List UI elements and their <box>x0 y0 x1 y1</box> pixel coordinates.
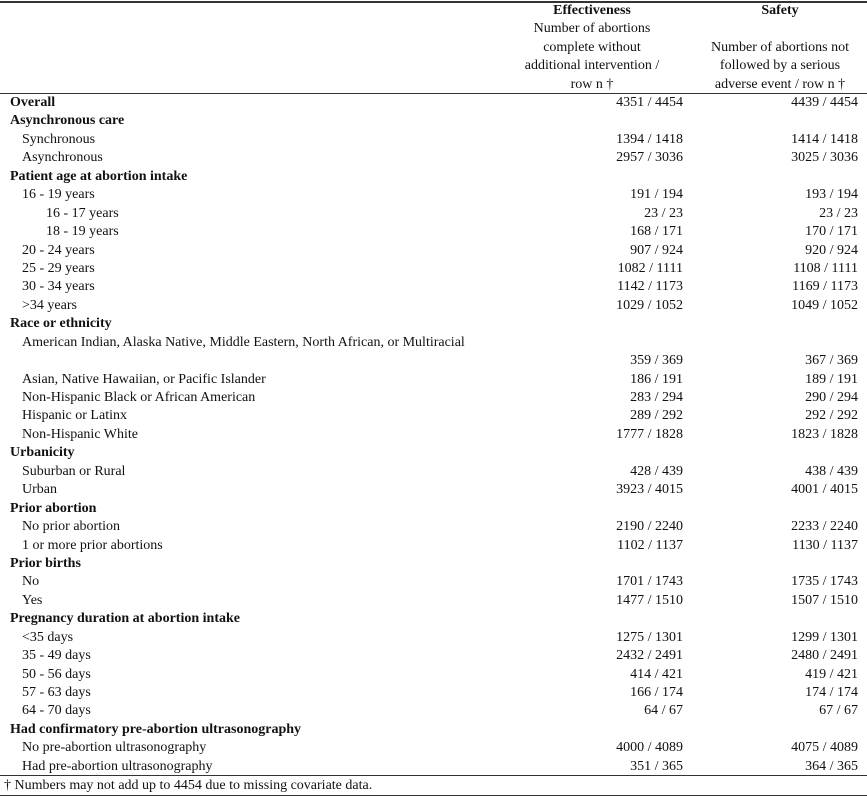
table-row <box>0 702 867 720</box>
table-row <box>0 131 867 149</box>
row-label: 30 - 34 years <box>22 279 95 295</box>
effectiveness-value: 351 / 365 <box>630 758 683 774</box>
safety-value: 174 / 174 <box>805 685 858 701</box>
row-label: Prior births <box>10 555 81 571</box>
row-label: 50 - 56 days <box>22 666 91 682</box>
safety-column-header <box>695 2 865 94</box>
effectiveness-value: 1082 / 1111 <box>617 260 683 276</box>
footnote: † Numbers may not add up to 4454 due to missing covariate data. <box>4 778 373 793</box>
table-row <box>0 518 867 536</box>
effectiveness-value: 428 / 439 <box>630 463 683 479</box>
table-row <box>0 278 867 296</box>
row-label: >34 years <box>22 297 77 313</box>
row-label: No pre-abortion ultrasonography <box>22 740 207 756</box>
effectiveness-value: 4351 / 4454 <box>616 95 683 110</box>
effectiveness-value: 1029 / 1052 <box>616 297 683 313</box>
table-row <box>0 481 867 499</box>
effectiveness-value: 1701 / 1743 <box>616 574 683 590</box>
safety-value: 1299 / 1301 <box>791 629 858 645</box>
safety-title: Safety <box>761 3 799 18</box>
row-label: Non-Hispanic Black or African American <box>22 390 256 406</box>
effectiveness-value: 166 / 174 <box>630 685 683 701</box>
effectiveness-value: 4000 / 4089 <box>616 740 683 756</box>
effectiveness-value: 2957 / 3036 <box>616 150 683 166</box>
effectiveness-value: 1102 / 1137 <box>617 537 683 553</box>
table-row <box>0 407 867 425</box>
table-row <box>0 629 867 647</box>
row-label: Asian, Native Hawaiian, or Pacific Islander <box>22 371 266 387</box>
row-label: Race or ethnicity <box>10 316 112 332</box>
table-body <box>0 94 867 776</box>
row-label: Non-Hispanic White <box>22 426 138 442</box>
row-label: 57 - 63 days <box>22 685 91 701</box>
effectiveness-column-header <box>497 2 687 94</box>
table-row <box>0 426 867 444</box>
safety-subtitle-line: followed by a serious <box>719 58 841 74</box>
row-label: Had confirmatory pre-abortion ultrasonography <box>10 721 302 737</box>
table-section-header <box>0 315 867 333</box>
table-section-header <box>0 94 867 112</box>
safety-value: 4001 / 4015 <box>791 482 858 498</box>
effectiveness-subtitle-line: additional intervention / <box>524 58 660 74</box>
row-label: 20 - 24 years <box>22 242 95 258</box>
table-section-header <box>0 610 867 628</box>
row-label: Prior abortion <box>10 500 97 516</box>
table-section-header <box>0 555 867 573</box>
safety-value: 193 / 194 <box>805 187 858 203</box>
safety-subtitle-line: adverse event / row n † <box>714 76 846 92</box>
effectiveness-subtitle-line: row n † <box>570 76 614 92</box>
row-label: Asynchronous care <box>10 113 125 129</box>
table-row <box>0 260 867 278</box>
safety-value: 2233 / 2240 <box>791 519 858 535</box>
row-label: <35 days <box>22 629 74 645</box>
row-label: No <box>22 574 40 590</box>
effectiveness-value: 2432 / 2491 <box>616 648 683 664</box>
safety-value: 1735 / 1743 <box>791 574 858 590</box>
row-label: Suburban or Rural <box>22 463 126 479</box>
effectiveness-value: 186 / 191 <box>630 371 683 387</box>
table-row <box>0 297 867 315</box>
safety-value: 438 / 439 <box>805 463 858 479</box>
safety-subtitle-spacer <box>695 20 865 38</box>
safety-value: 189 / 191 <box>805 371 858 387</box>
safety-value: 364 / 365 <box>805 758 858 774</box>
effectiveness-value: 1777 / 1828 <box>616 426 683 442</box>
safety-value: 67 / 67 <box>819 703 858 719</box>
effectiveness-value: 3923 / 4015 <box>616 482 683 498</box>
effectiveness-value: 289 / 292 <box>630 408 683 424</box>
effectiveness-title: Effectiveness <box>553 3 631 18</box>
safety-value: 4439 / 4454 <box>791 95 858 110</box>
row-label: 25 - 29 years <box>22 260 95 276</box>
row-label: No prior abortion <box>22 519 120 535</box>
safety-value: 290 / 294 <box>805 390 858 406</box>
row-label: 16 - 17 years <box>46 205 119 221</box>
effectiveness-value: 2190 / 2240 <box>616 519 683 535</box>
table-row <box>0 592 867 610</box>
table-row <box>0 389 867 407</box>
safety-subtitle-line: Number of abortions not <box>710 39 850 55</box>
effectiveness-value: 64 / 67 <box>644 703 683 719</box>
safety-value: 23 / 23 <box>819 205 858 221</box>
effectiveness-value: 23 / 23 <box>644 205 683 221</box>
table-section-header <box>0 112 867 130</box>
safety-value: 1130 / 1137 <box>792 537 858 553</box>
table-row <box>0 537 867 555</box>
safety-value: 1823 / 1828 <box>791 426 858 442</box>
table-row <box>0 371 867 389</box>
row-label: Asynchronous <box>22 150 103 166</box>
row-label: 18 - 19 years <box>46 224 119 240</box>
safety-value: 419 / 421 <box>805 666 858 682</box>
effectiveness-value: 283 / 294 <box>630 390 683 406</box>
row-label: Yes <box>22 592 43 608</box>
effectiveness-subtitle-line: complete without <box>543 39 641 55</box>
row-label: 16 - 19 years <box>22 187 95 203</box>
table-row <box>0 205 867 223</box>
table-section-header <box>0 168 867 186</box>
effectiveness-value: 191 / 194 <box>630 187 683 203</box>
table-row <box>0 647 867 665</box>
safety-value: 1049 / 1052 <box>791 297 858 313</box>
effectiveness-value: 414 / 421 <box>630 666 683 682</box>
table-section-header <box>0 500 867 518</box>
table-row <box>0 739 867 757</box>
table-row <box>0 666 867 684</box>
safety-value: 2480 / 2491 <box>791 648 858 664</box>
row-label: American Indian, Alaska Native, Middle Eastern, North African, or Multiracial <box>22 334 465 350</box>
table-section-header <box>0 721 867 739</box>
table-row <box>0 684 867 702</box>
row-label: Synchronous <box>22 131 96 147</box>
table-row <box>0 573 867 591</box>
safety-value: 1108 / 1111 <box>793 260 858 276</box>
row-label: Urbanicity <box>10 445 75 461</box>
safety-value: 170 / 171 <box>805 224 858 240</box>
safety-value: 292 / 292 <box>805 408 858 424</box>
row-label: 1 or more prior abortions <box>22 537 163 553</box>
table-row <box>0 223 867 241</box>
row-label: Pregnancy duration at abortion intake <box>10 611 240 627</box>
safety-value: 1414 / 1418 <box>791 131 858 147</box>
effectiveness-value: 1275 / 1301 <box>616 629 683 645</box>
effectiveness-value: 1477 / 1510 <box>616 592 683 608</box>
table-bottom-rule <box>0 775 867 776</box>
table-row <box>0 149 867 167</box>
row-label: 35 - 49 days <box>22 648 91 664</box>
table-row <box>0 463 867 481</box>
row-label: Had pre-abortion ultrasonography <box>22 758 213 774</box>
table-section-header <box>0 444 867 462</box>
effectiveness-value: 168 / 171 <box>630 224 683 240</box>
safety-value: 4075 / 4089 <box>791 740 858 756</box>
effectiveness-value: 907 / 924 <box>630 242 683 258</box>
row-label: Patient age at abortion intake <box>10 168 188 184</box>
row-label: Hispanic or Latinx <box>22 408 127 424</box>
safety-value: 1169 / 1173 <box>792 279 858 295</box>
table-row <box>0 758 867 776</box>
effectiveness-value: 1142 / 1173 <box>617 279 683 295</box>
effectiveness-subtitle-line: Number of abortions <box>533 21 651 37</box>
safety-value: 367 / 369 <box>805 353 858 369</box>
table-row <box>0 334 867 371</box>
table-row <box>0 242 867 260</box>
effectiveness-value: 1394 / 1418 <box>616 131 683 147</box>
safety-value: 1507 / 1510 <box>791 592 858 608</box>
safety-value: 920 / 924 <box>805 242 858 258</box>
effectiveness-value: 359 / 369 <box>630 353 683 369</box>
row-label: Overall <box>10 95 56 110</box>
row-label: Urban <box>22 482 57 498</box>
safety-value: 3025 / 3036 <box>791 150 858 166</box>
table-row <box>0 186 867 204</box>
row-label: 64 - 70 days <box>22 703 91 719</box>
